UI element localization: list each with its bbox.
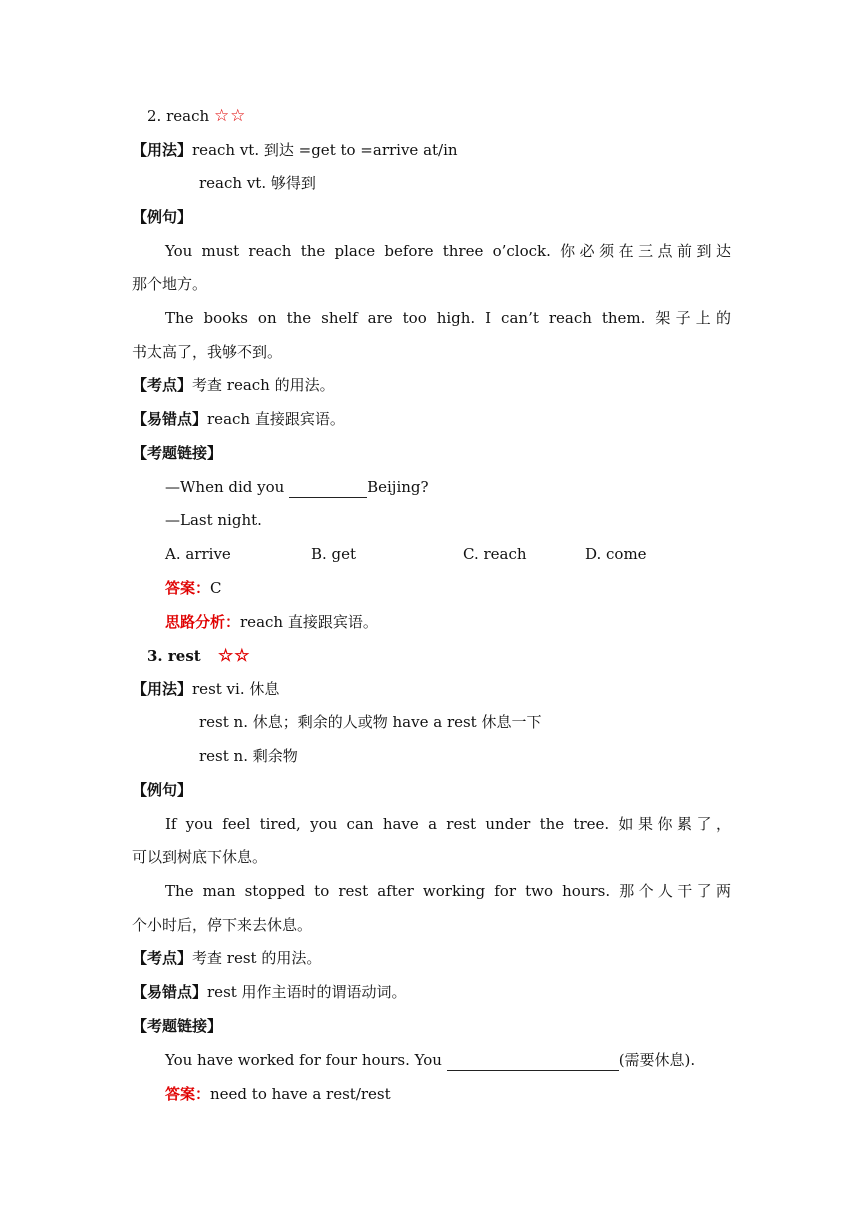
answer-line — [165, 1084, 391, 1104]
exam-link-label: 【考题链接】 — [132, 1017, 223, 1035]
key-point-text: 考查 rest 的用法。 — [192, 949, 322, 967]
key-point-label: 【考点】 — [132, 376, 193, 394]
options-row — [165, 544, 765, 564]
usage-line-3: rest n. 剩余物 — [199, 747, 298, 765]
error-point — [132, 982, 407, 1002]
error-point-text: reach 直接跟宾语。 — [207, 410, 345, 428]
example-sentence-2: The man stopped to rest after working for two hours. 那个人干了两 — [165, 882, 731, 900]
key-point-label: 【考点】 — [132, 949, 193, 967]
section-number: 3. — [147, 647, 163, 665]
example-label: 【例句】 — [132, 781, 193, 799]
example-sentence-2-cont: 个小时后，停下来去休息。 — [132, 916, 313, 934]
question-line-1: —When did you Beijing? — [165, 478, 429, 496]
usage-label: 【用法】 — [132, 680, 193, 698]
section-heading-reach — [147, 106, 246, 126]
analysis-text: reach 直接跟宾语。 — [240, 613, 378, 631]
answer-blank — [447, 1050, 619, 1071]
example-sentence-1-cont: 可以到树底下休息。 — [132, 848, 268, 866]
question-line-2: —Last night. — [165, 511, 262, 529]
section-heading-rest — [147, 646, 250, 666]
usage-line-1 — [132, 679, 279, 699]
analysis-label: 思路分析： — [165, 613, 241, 631]
usage-label: 【用法】 — [132, 141, 193, 159]
section-word: rest — [167, 647, 201, 665]
example-label: 【例句】 — [132, 208, 193, 226]
answer-text: C — [210, 579, 222, 597]
usage-line-2: reach vt. 够得到 — [199, 174, 316, 192]
usage-text: reach vt. 到达 =get to =arrive at/in — [192, 141, 458, 159]
usage-text: rest vi. 休息 — [192, 680, 280, 698]
star-rating-icon: ☆☆ — [213, 106, 247, 126]
answer-blank — [289, 477, 367, 498]
key-point-text: 考查 reach 的用法。 — [192, 376, 335, 394]
usage-line-2: rest n. 休息；剩余的人或物 have a rest 休息一下 — [199, 713, 542, 731]
key-point — [132, 375, 335, 395]
error-point-label: 【易错点】 — [132, 410, 208, 428]
star-rating-icon: ☆☆ — [217, 646, 251, 666]
analysis-line — [165, 612, 378, 632]
example-sentence-2-cont: 书太高了，我够不到。 — [132, 343, 283, 361]
error-point-text: rest 用作主语时的谓语动词。 — [207, 983, 407, 1001]
option-a: A. arrive — [165, 545, 231, 563]
error-point — [132, 409, 345, 429]
option-b: B. get — [311, 545, 357, 563]
answer-label: 答案： — [165, 579, 211, 597]
answer-text: need to have a rest/rest — [210, 1085, 391, 1103]
answer-line — [165, 578, 222, 598]
section-number: 2. — [147, 107, 162, 125]
error-point-label: 【易错点】 — [132, 983, 208, 1001]
key-point — [132, 948, 321, 968]
question-line: You have worked for four hours. You (需要休息). — [165, 1051, 696, 1069]
example-sentence-1: If you feel tired, you can have a rest under the tree. 如果你累了， — [165, 815, 731, 833]
option-d: D. come — [585, 545, 647, 563]
usage-line-1 — [132, 140, 458, 160]
section-word: reach — [166, 107, 210, 125]
answer-label: 答案： — [165, 1085, 211, 1103]
example-sentence-1: You must reach the place before three o’clock. 你必须在三点前到达 — [165, 242, 731, 260]
exam-link-label: 【考题链接】 — [132, 444, 223, 462]
option-c: C. reach — [463, 545, 527, 563]
example-sentence-1-cont: 那个地方。 — [132, 275, 208, 293]
example-sentence-2: The books on the shelf are too high. I can’t reach them. 架子上的 — [165, 309, 731, 327]
